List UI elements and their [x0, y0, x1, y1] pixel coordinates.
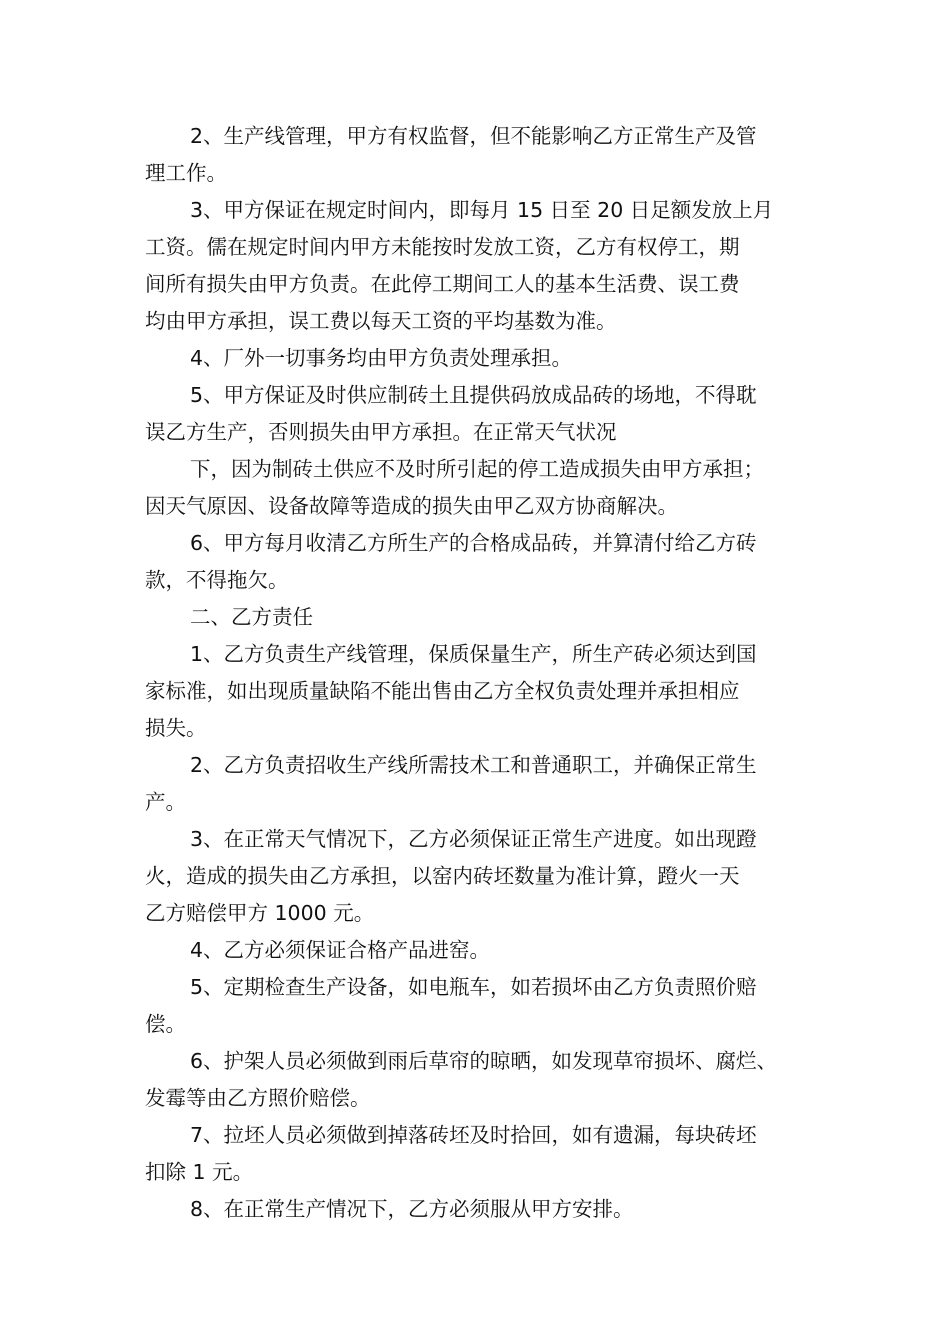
clause-b6-line-2: 发霉等由乙方照价赔偿。: [145, 1086, 371, 1110]
clause-b6-line-1: 6、护架人员必须做到雨后草帘的晾晒，如发现草帘损坏、腐烂、: [190, 1049, 778, 1073]
clause-b7-line-1: 7、拉坯人员必须做到掉落砖坯及时拾回，如有遗漏，每块砖坯: [190, 1123, 757, 1147]
clause-b3-line-3: 乙方赔偿甲方 1000 元。: [145, 901, 375, 925]
clause-b2-line-2: 产。: [145, 790, 186, 814]
clause-b3-line-1: 3、在正常天气情况下，乙方必须保证正常生产进度。如出现蹬: [190, 827, 757, 851]
clause-b5-line-1: 5、定期检查生产设备，如电瓶车，如若损坏由乙方负责照价赔: [190, 975, 757, 999]
clause-a5-line-4: 因天气原因、设备故障等造成的损失由甲乙双方协商解决。: [145, 494, 678, 518]
clause-b5-line-2: 偿。: [145, 1012, 186, 1036]
clause-a3-line-3: 间所有损失由甲方负责。在此停工期间工人的基本生活费、误工费: [145, 272, 740, 296]
clause-b8-line-1: 8、在正常生产情况下，乙方必须服从甲方安排。: [190, 1197, 634, 1221]
clause-a6-line-2: 款，不得拖欠。: [145, 568, 289, 592]
clause-b3-line-2: 火，造成的损失由乙方承担，以窑内砖坯数量为准计算，蹬火一天: [145, 864, 740, 888]
clause-a4-line-1: 4、厂外一切事务均由甲方负责处理承担。: [190, 346, 573, 370]
clause-b7-line-2: 扣除 1 元。: [145, 1160, 254, 1184]
clause-a3-line-2: 工资。儒在规定时间内甲方未能按时发放工资，乙方有权停工，期: [145, 235, 740, 259]
clause-b2-line-1: 2、乙方负责招收生产线所需技术工和普通职工，并确保正常生: [190, 753, 757, 777]
clause-a3-line-1: 3、甲方保证在规定时间内，即每月 15 日至 20 日足额发放上月: [190, 198, 774, 222]
clause-a2-line-1: 2、生产线管理，甲方有权监督，但不能影响乙方正常生产及管: [190, 124, 757, 148]
clause-a5-line-2: 误乙方生产，否则损失由甲方承担。在正常天气状况: [145, 420, 617, 444]
document-page: [145, 118, 810, 1228]
clause-b1-line-3: 损失。: [145, 716, 207, 740]
clause-a5-line-1: 5、甲方保证及时供应制砖土且提供码放成品砖的场地，不得耽: [190, 383, 757, 407]
section-heading-party-b: 二、乙方责任: [190, 605, 313, 629]
clause-a6-line-1: 6、甲方每月收清乙方所生产的合格成品砖，并算清付给乙方砖: [190, 531, 757, 555]
clause-b4-line-1: 4、乙方必须保证合格产品进窑。: [190, 938, 491, 962]
clause-a5-line-3: 下，因为制砖土供应不及时所引起的停工造成损失由甲方承担；: [190, 457, 764, 481]
clause-b1-line-1: 1、乙方负责生产线管理，保质保量生产，所生产砖必须达到国: [190, 642, 757, 666]
clause-b1-line-2: 家标准，如出现质量缺陷不能出售由乙方全权负责处理并承担相应: [145, 679, 740, 703]
clause-a2-line-2: 理工作。: [145, 161, 227, 185]
clause-a3-line-4: 均由甲方承担，误工费以每天工资的平均基数为准。: [145, 309, 617, 333]
